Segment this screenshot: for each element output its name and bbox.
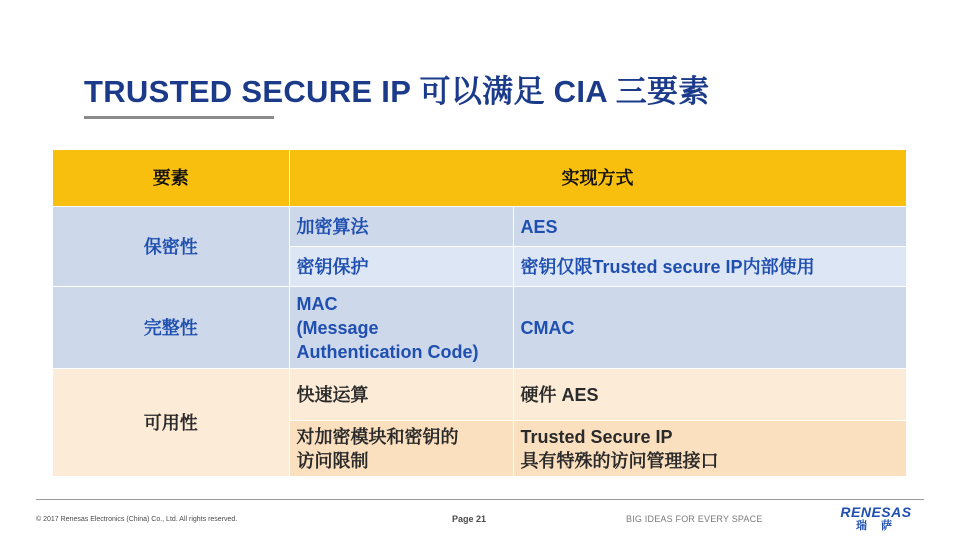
slide-title: TRUSTED SECURE IP 可以满足 CIA 三要素: [84, 74, 710, 109]
cia-table: [53, 150, 907, 477]
footer-slogan: BIG IDEAS FOR EVERY SPACE: [626, 514, 763, 524]
page-number: Page 21: [452, 514, 487, 524]
element-integrity: 完整性: [53, 287, 289, 369]
detail-cell: AES: [513, 207, 906, 247]
footer-divider: [36, 499, 924, 500]
element-availability: 可用性: [53, 369, 289, 477]
header-element: 要素: [53, 150, 289, 207]
renesas-logo: [828, 505, 924, 533]
method-cell: 快速运算: [289, 369, 513, 421]
table-header-row: [53, 150, 906, 207]
header-implementation: 实现方式: [289, 150, 906, 207]
detail-line: Trusted Secure IP: [520, 426, 673, 447]
logo-chinese: 瑞萨: [856, 520, 906, 532]
detail-cell: CMAC: [513, 287, 906, 369]
table-row: [53, 287, 906, 369]
table-row: [53, 207, 906, 247]
detail-cell: 密钥仅限Trusted secure IP内部使用: [513, 247, 906, 287]
method-cell: 加密算法: [289, 207, 513, 247]
method-cell: [289, 287, 513, 369]
method-cell: 密钥保护: [289, 247, 513, 287]
table-row: [53, 369, 906, 421]
element-confidentiality: 保密性: [53, 207, 289, 287]
method-line: MAC: [296, 293, 338, 314]
method-cell: [289, 421, 513, 477]
title-underline: [84, 116, 274, 119]
footer-copyright: © 2017 Renesas Electronics (China) Co., Ltd. All rights reserved.: [36, 516, 238, 523]
logo-wordmark: RENESAS: [840, 504, 912, 520]
detail-cell: [513, 421, 906, 477]
method-line: Authentication Code): [296, 341, 479, 362]
detail-cell: 硬件 AES: [513, 369, 906, 421]
method-line: 访问限制: [296, 450, 369, 471]
detail-line: 具有特殊的访问管理接口: [520, 450, 719, 471]
method-line: (Message: [296, 317, 379, 338]
method-line: 对加密模块和密钥的: [296, 426, 459, 447]
